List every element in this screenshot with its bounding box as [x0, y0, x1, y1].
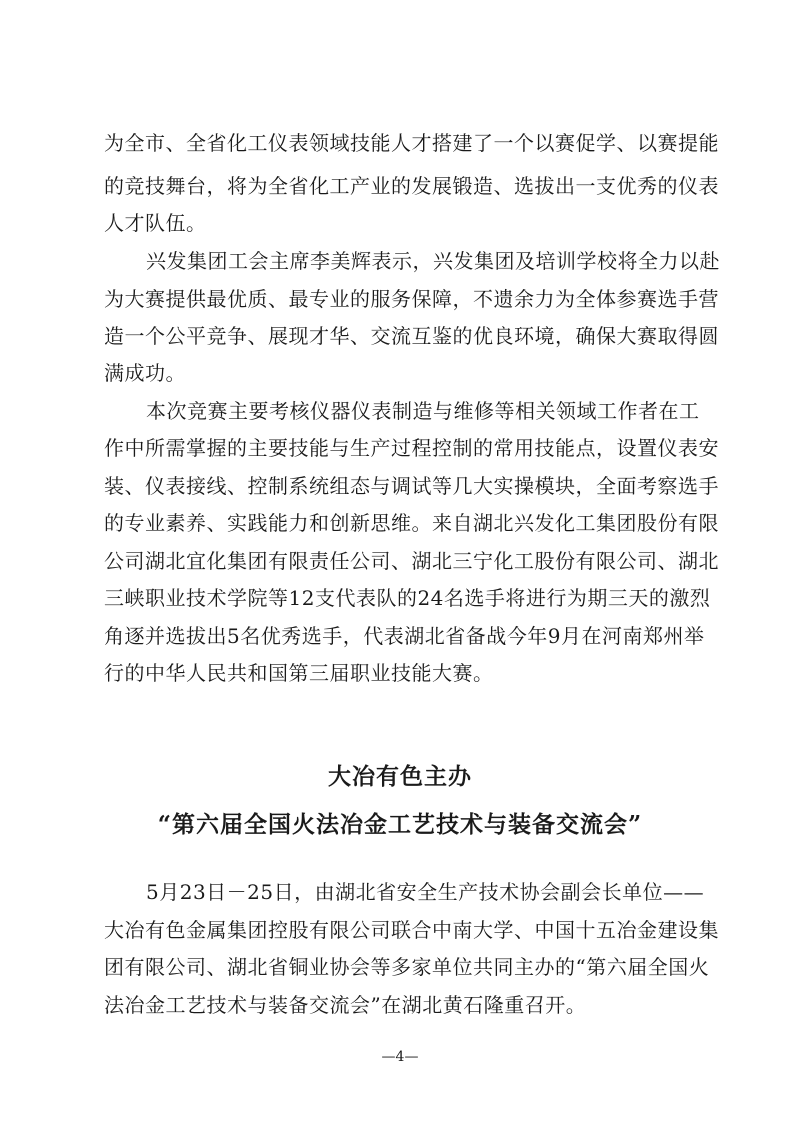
paragraph-1-line-2: 的竞技舞台，将为全省化工产业的发展锻造、选拔出一支优秀的仪表 [104, 174, 719, 198]
section-title-line-2: “第六届全国火法冶金工艺技术与装备交流会” [157, 811, 643, 838]
section-paragraph-line-4: 法冶金工艺技术与装备交流会”在湖北黄石隆重召开。 [104, 993, 587, 1017]
section-paragraph-line-3: 团有限公司、湖北省铜业协会等多家单位共同主办的“第六届全国火 [104, 955, 710, 979]
paragraph-3-line-5: 公司湖北宜化集团有限责任公司、湖北三宁化工股份有限公司、湖北 [104, 549, 719, 573]
page-number: —4— [381, 1049, 419, 1065]
paragraph-2-line-1: 兴发集团工会主席李美辉表示，兴发集团及培训学校将全力以赴 [146, 249, 720, 273]
paragraph-2-line-3: 造一个公平竞争、展现才华、交流互鉴的优良环境，确保大赛取得圆 [104, 324, 719, 348]
paragraph-3-line-2: 作中所需掌握的主要技能与生产过程控制的常用技能点，设置仪表安 [104, 436, 719, 460]
paragraph-3-line-7: 角逐并选拔出5名优秀选手，代表湖北省备战今年9月在河南郑州举 [104, 624, 705, 648]
section-paragraph-line-1: 5月23日－25日，由湖北省安全生产技术协会副会长单位—— [146, 880, 705, 904]
paragraph-3-line-1: 本次竞赛主要考核仪器仪表制造与维修等相关领域工作者在工 [146, 399, 700, 423]
section-paragraph-line-2: 大冶有色金属集团控股有限公司联合中南大学、中国十五冶金建设集 [104, 918, 719, 942]
paragraph-2-line-4: 满成功。 [104, 361, 186, 385]
paragraph-1-line-1: 为全市、全省化工仪表领域技能人才搭建了一个以赛促学、以赛提能 [104, 131, 719, 155]
section-title-line-1: 大冶有色主办 [328, 763, 472, 790]
paragraph-3-line-3: 装、仪表接线、控制系统组态与调试等几大实操模块，全面考察选手 [104, 474, 719, 498]
paragraph-3-line-6: 三峡职业技术学院等12支代表队的24名选手将进行为期三天的激烈 [104, 586, 711, 610]
paragraph-1-line-3: 人才队伍。 [104, 211, 207, 235]
paragraph-3-line-4: 的专业素养、实践能力和创新思维。来自湖北兴发化工集团股份有限 [104, 511, 719, 535]
paragraph-2-line-2: 为大赛提供最优质、最专业的服务保障，不遗余力为全体参赛选手营 [104, 287, 719, 311]
paragraph-3-line-8: 行的中华人民共和国第三届职业技能大赛。 [104, 661, 494, 685]
